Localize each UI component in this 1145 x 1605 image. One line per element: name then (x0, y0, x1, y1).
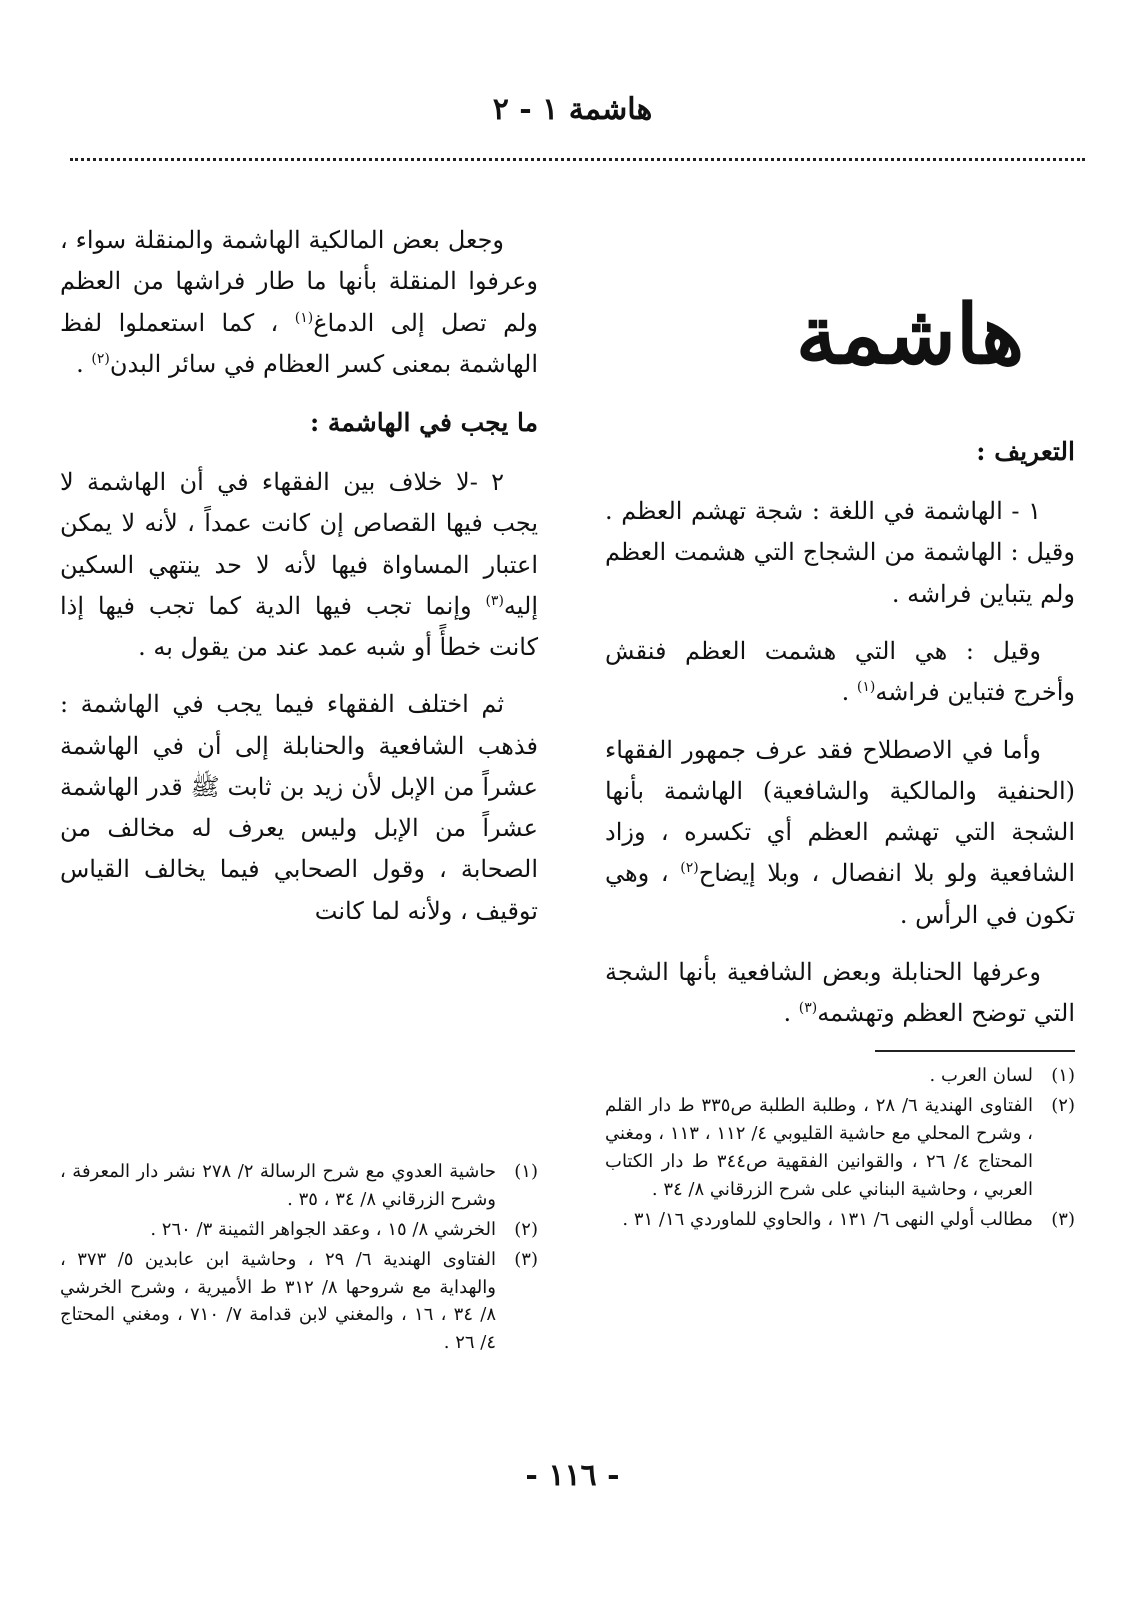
definition-heading: التعريف : (976, 437, 1075, 467)
paragraph: وأما في الاصطلاح فقد عرف جمهور الفقهاء (الحنفية والمالكية والشافعية) الهاشمة بأنها الشجة التي تهشم العظم أي تكسره ، وزاد الشافعية ولو بلا انفصال ، وبلا إيضاح$^{(٢)}$ ، وهي تكون في الرأس . (605, 735, 1075, 929)
header-dotted-rule (70, 158, 1085, 161)
footnote: (٣) مطالب أولي النهى ٦/ ١٣١ ، والحاوي للماوردي ١٦/ ٣١ . (622, 1208, 1075, 1230)
footnote: (٣) الفتاوى الهندية ٦/ ٢٩ ، وحاشية ابن عابدين ٥/ ٣٧٣ ، والهداية مع شروحها ٨/ ٣١٢ ط الأميرية ، وشرح الخرشي ٨/ ٣٤ ، ١٦ ، والمغني لابن قدامة ٧/ ٧١٠ ، ومغني المحتاج ٤/ ٢٦ . (60, 1248, 538, 1354)
paragraph: وجعل بعض المالكية الهاشمة والمنقلة سواء ، وعرفوا المنقلة بأنها ما طار فراشها من العظم ولم تصل إلى الدماغ$^{(١)}$ ، كما استعملوا لفظ الهاشمة بمعنى كسر العظام في سائر البدن$^{(٢)}$ . (60, 226, 539, 378)
paragraph: ثم اختلف الفقهاء فيما يجب في الهاشمة : فذهب الشافعية والحنابلة إلى أن في الهاشمة عشراً من الإبل لأن زيد بن ثابت ﷺ قدر الهاشمة عشراً من الإبل وليس يعرف له مخالف من الصحابة ، وقول الصحابي فيما يخالف القياس توقيف ، ولأنه لما كانت (60, 690, 538, 925)
page-number: - ١١٦ - (525, 1458, 620, 1493)
left-column (60, 220, 538, 948)
footnote: (١) لسان العرب . (929, 1065, 1075, 1087)
paragraph: ٢ -لا خلاف بين الفقهاء في أن الهاشمة لا يجب فيها القصاص إن كانت عمداً ، لأنه لا يمكن اعتبار المساواة فيها لأنه لا حد ينتهي السكين إليه$^{(٣)}$ وإنما تجب فيها الدية كما تجب فيها إذا كانت خطأً أو شبه عمد عند من يقول به . (60, 468, 538, 662)
footnote-ref: (٢) (680, 860, 699, 877)
footnote-ref: (٣) (485, 592, 504, 609)
footnote: (١) حاشية العدوي مع شرح الرسالة ٢/ ٢٧٨ نشر دار المعرفة ، وشرح الزرقاني ٨/ ٣٤ ، ٣٥ . (60, 1161, 538, 1210)
footnote-ref: (٣) (798, 1000, 818, 1017)
footnote-ref: (١) (856, 679, 876, 696)
obligation-heading: ما يجب في الهاشمة : (310, 408, 538, 438)
footnote: (٢) الفتاوى الهندية ٦/ ٢٨ ، وطلبة الطلبة ص٣٣٥ ط دار القلم ، وشرح المحلي مع حاشية القليوبي ٤/ ١١٢ ، ١١٣ ، ومغني المحتاج ٤/ ٢٦ ، والقوانين الفقهية ص٣٤٤ ط دار الكتاب العربي ، وحاشية البناني على شرح الزرقاني ٨/ ٣٤ . (605, 1095, 1075, 1200)
footnote: (٢) الخرشي ٨/ ١٥ ، وعقد الجواهر الثمينة ٣/ ٢٦٠ . (150, 1218, 538, 1240)
left-footnotes-block (60, 1158, 538, 1359)
paragraph: وقيل : هي التي هشمت العظم فنقش وأخرج فتباين فراشه$^{(١)}$ . (605, 636, 1075, 707)
paragraph: ١ - الهاشمة في اللغة : شجة تهشم العظم . وقيل : الهاشمة من الشجاج التي هشمت العظم ولم يتباين فراشه . (605, 497, 1075, 608)
running-header: هاشمة ١ - ٢ (492, 92, 653, 127)
footnote-ref: (٢) (91, 350, 110, 367)
left-footnotes (60, 1158, 538, 1357)
paragraph: وعرفها الحنابلة وبعض الشافعية بأنها الشجة التي توضح العظم وتهشمه$^{(٣)}$ . (605, 957, 1075, 1028)
footnote-ref: (١) (294, 309, 314, 326)
right-column (605, 200, 1075, 1236)
footnote-rule (875, 1050, 1075, 1052)
entry-title: هاشمة (795, 287, 1025, 383)
right-footnotes (605, 1062, 1075, 1233)
